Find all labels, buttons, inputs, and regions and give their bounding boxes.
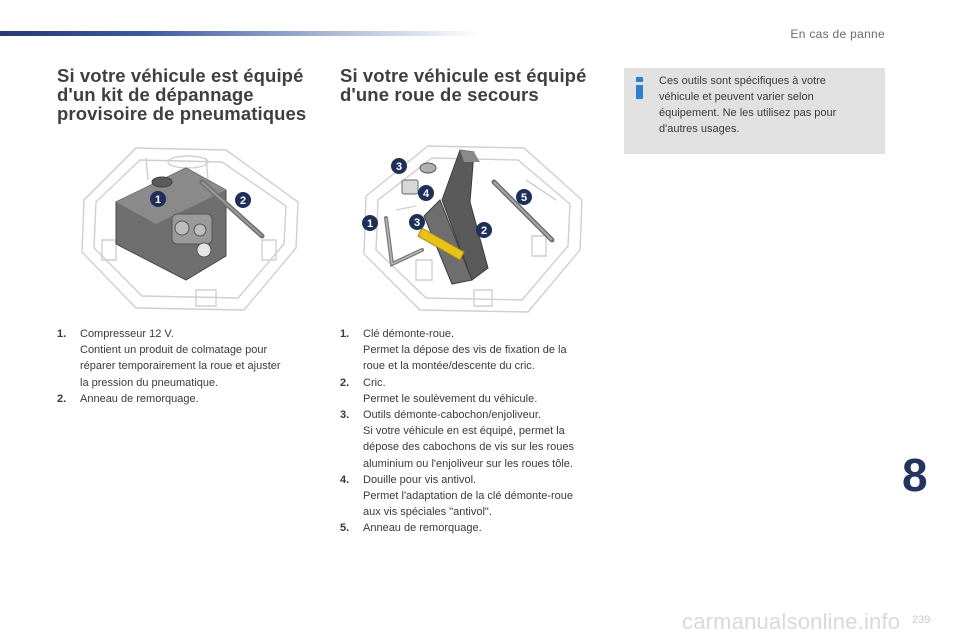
item-text: Douille pour vis antivol. Permet l'adaptation de la clé démonte-roue aux vis spéciales "antivol". [363, 473, 574, 519]
list-item [340, 326, 610, 375]
section-title: En cas de panne [790, 27, 885, 41]
list-item [340, 407, 610, 472]
info-text [659, 73, 881, 137]
svg-text:5: 5 [520, 192, 528, 204]
tyre-repair-kit-illustration [76, 140, 302, 315]
item-text: Anneau de remorquage. [363, 522, 482, 535]
svg-text:1: 1 [366, 218, 374, 230]
item-text: Compresseur 12 V. Contient un produit de colmatage pour réparer temporairement la roue et ajuster la pression du pneumatique. [80, 328, 281, 389]
left-heading-line: d'un kit de dépannage [57, 84, 254, 105]
middle-heading-line: Si votre véhicule est équipé [340, 65, 587, 86]
svg-text:3: 3 [413, 217, 421, 229]
svg-text:2: 2 [480, 225, 488, 237]
svg-text:3: 3 [395, 161, 403, 173]
item-number: 2. [340, 376, 350, 389]
watermark: carmanualsonline.info [682, 609, 901, 634]
item-text: Cric. Permet le soulèvement du véhicule. [363, 376, 538, 405]
callout-1 [362, 215, 378, 231]
callout-1 [150, 191, 166, 207]
item-number: 3. [340, 409, 350, 422]
svg-text:2: 2 [239, 195, 247, 207]
info-text-line: Ces outils sont spécifiques à votre [659, 75, 826, 87]
item-text: Anneau de remorquage. [80, 392, 199, 405]
item-number: 5. [340, 522, 350, 535]
info-text-line: d'autres usages. [659, 123, 740, 135]
info-box [624, 68, 885, 154]
list-item [57, 391, 317, 407]
item-number: 1. [340, 328, 350, 340]
left-heading [57, 66, 337, 123]
callout-3-top [391, 158, 407, 174]
callout-2 [476, 222, 492, 238]
middle-heading-line: d'une roue de secours [340, 84, 539, 105]
list-item [340, 472, 610, 521]
item-number: 1. [57, 328, 67, 340]
svg-text:4: 4 [422, 188, 430, 200]
spare-wheel-tools-illustration [356, 140, 586, 316]
item-number: 2. [57, 392, 67, 405]
left-heading-line: Si votre véhicule est équipé [57, 65, 304, 86]
list-item [340, 375, 610, 407]
left-heading-line: provisoire de pneumatiques [57, 103, 307, 124]
list-item [57, 326, 317, 391]
info-text-line: véhicule et peuvent varier selon [659, 91, 814, 103]
info-text-line: équipement. Ne les utilisez pas pour [659, 107, 837, 119]
callout-3-bottom [409, 214, 425, 230]
svg-text:1: 1 [154, 194, 162, 206]
list-item [340, 520, 610, 536]
page-number: 239 [912, 614, 931, 626]
middle-heading [340, 66, 620, 104]
item-text: Clé démonte-roue. Permet la dépose des vis de fixation de la roue et la montée/descente du cric. [363, 328, 567, 373]
callout-4 [418, 185, 434, 201]
item-text: Outils démonte-cabochon/enjoliveur. Si votre véhicule en est équipé, permet la dépose des cabochons de vis sur les roues aluminium ou l'enjoliveur sur les roues tôle. [363, 409, 574, 470]
spare-wheel-item-list [340, 326, 610, 537]
callout-5 [516, 189, 532, 205]
info-icon [636, 77, 643, 99]
header-accent-bar [0, 31, 480, 36]
kit-item-list [57, 326, 317, 407]
item-number: 4. [340, 473, 350, 486]
chapter-number: 8 [902, 449, 928, 501]
callout-2 [235, 192, 251, 208]
